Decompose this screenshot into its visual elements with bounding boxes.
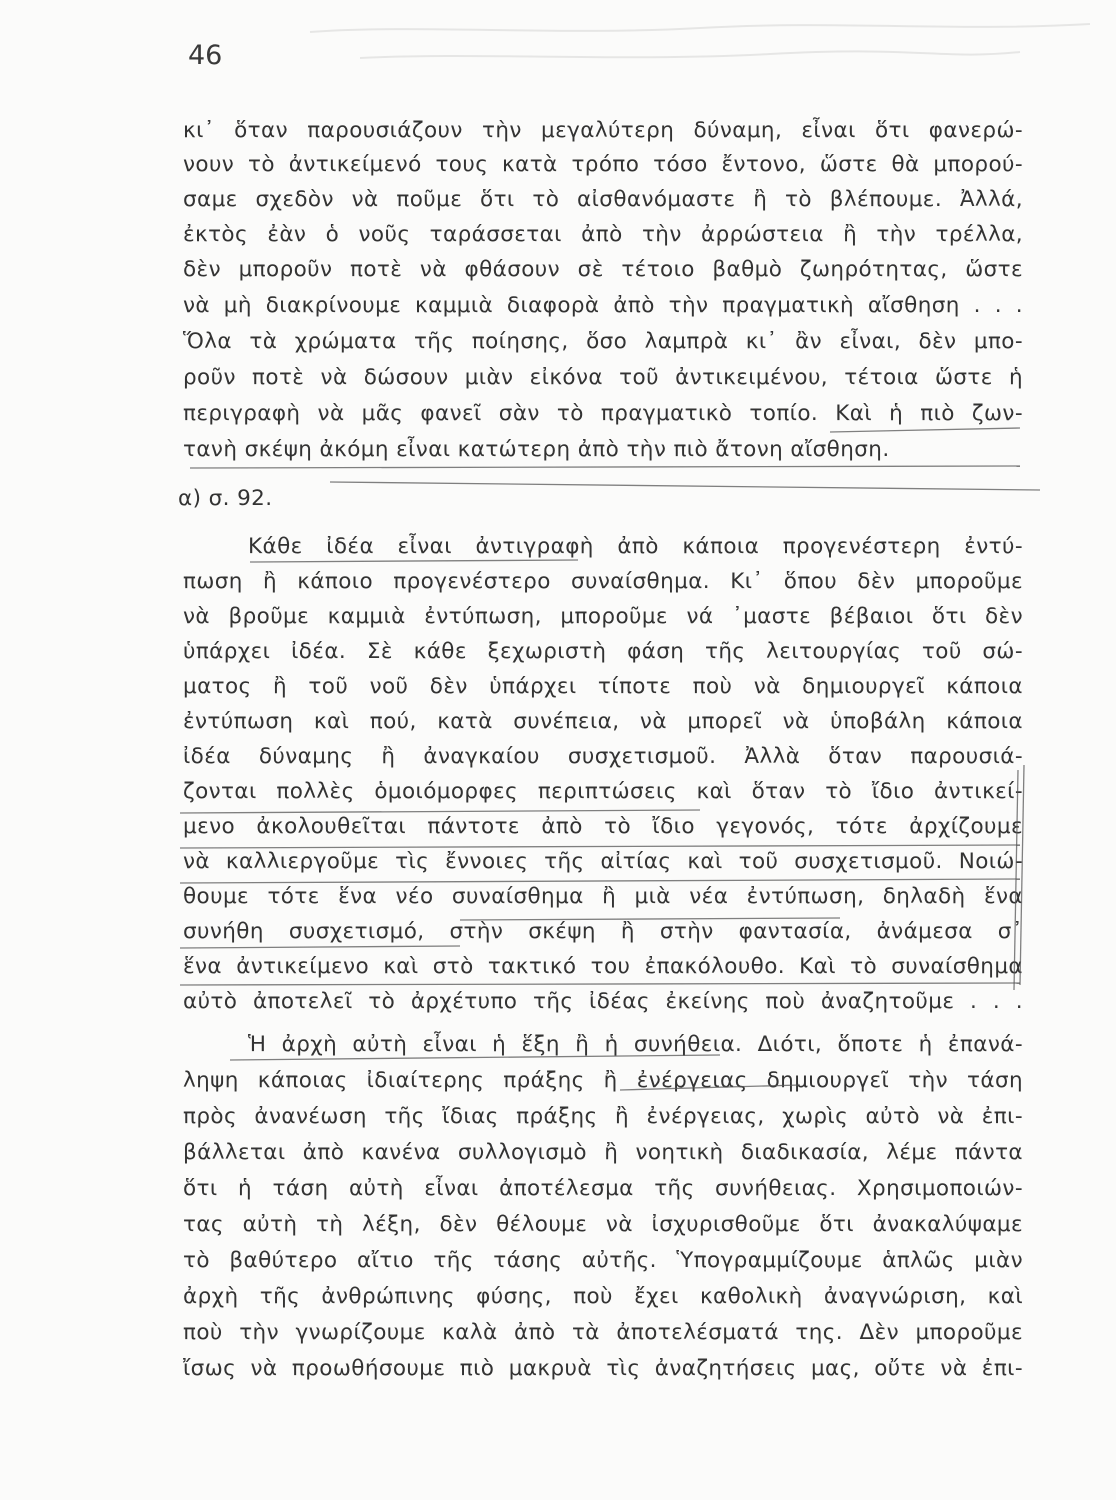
- text-line: ροῦν ποτὲ νὰ δώσουν μιὰν εἰκόνα τοῦ ἀντικειμένου, τέτοια ὥστε ἡ: [183, 365, 1023, 390]
- text-line: νὰ βροῦμε καμμιὰ ἐντύπωση, μποροῦμε νά ᾽μαστε βέβαιοι ὅτι δὲν: [183, 604, 1023, 629]
- underline-mark: [180, 879, 1020, 883]
- underline-mark: [330, 482, 1040, 490]
- text-line: θουμε τότε ἕνα νέο συναίσθημα ἢ μιὰ νέα ἐντύπωση, δηλαδὴ ἕνα: [183, 884, 1023, 909]
- text-line: νουν τὸ ἀντικείμενό τους κατὰ τρόπο τόσο ἔντονο, ὥστε θὰ μπορού-: [183, 152, 1023, 177]
- text-line: δὲν μποροῦν ποτὲ νὰ φθάσουν σὲ τέτοιο βαθμὸ ζωηρότητας, ὥστε: [183, 257, 1023, 282]
- text-line: πρὸς ἀνανέωση τῆς ἴδιας πράξης ἢ ἐνέργειας, χωρὶς αὐτὸ νὰ ἐπι-: [183, 1104, 1023, 1129]
- text-line: ὑπάρχει ἰδέα. Σὲ κάθε ξεχωριστὴ φάση τῆς λειτουργίας τοῦ σώ-: [183, 639, 1023, 664]
- underline-mark: [180, 946, 460, 948]
- text-line: ἐκτὸς ἐὰν ὁ νοῦς ταράσσεται ἀπὸ τὴν ἀρρώστεια ἢ τὴν τρέλλα,: [183, 222, 1023, 247]
- text-line: πωση ἢ κάποιο προγενέστερο συναίσθημα. Κι᾽ ὅπου δὲν μποροῦμε: [183, 569, 1023, 594]
- text-line: τας αὐτὴ τὴ λέξη, δὲν θέλουμε νὰ ἰσχυρισθοῦμε ὅτι ἀνακαλύψαμε: [183, 1212, 1023, 1237]
- underline-mark: [180, 845, 1020, 848]
- text-line: συνήθη συσχετισμό, στὴν σκέψη ἢ στὴν φαντασία, ἀνάμεσα σ᾽: [183, 919, 1023, 944]
- underline-mark: [180, 983, 1020, 985]
- text-line: ἐντύπωση καὶ πού, κατὰ συνέπεια, νὰ μπορεῖ νὰ ὑποβάλη κάποια: [183, 709, 1023, 734]
- text-line: αὐτὸ ἀποτελεῖ τὸ ἀρχέτυπο τῆς ἰδέας ἐκείνης ποὺ ἀναζητοῦμε . . .: [183, 989, 1023, 1014]
- page-number: 46: [188, 40, 223, 71]
- underline-mark: [250, 560, 578, 562]
- underline-mark: [190, 466, 1020, 468]
- text-line: ἀρχὴ τῆς ἀνθρώπινης φύσης, ποὺ ἔχει καθολικὴ ἀναγνώριση, καὶ: [183, 1284, 1023, 1309]
- text-line: Κάθε ἰδέα εἶναι ἀντιγραφὴ ἀπὸ κάποια προγενέστερη ἐντύ-: [248, 534, 1023, 559]
- text-line: τανὴ σκέψη ἀκόμη εἶναι κατώτερη ἀπὸ τὴν πιὸ ἄτονη αἴσθηση.: [183, 437, 890, 462]
- text-line: ματος ἢ τοῦ νοῦ δὲν ὑπάρχει τίποτε ποὺ νὰ δημιουργεῖ κάποια: [183, 674, 1023, 699]
- text-line: σαμε σχεδὸν νὰ ποῦμε ὅτι τὸ αἰσθανόμαστε ἢ τὸ βλέπουμε. Ἀλλά,: [183, 187, 1023, 212]
- text-line: Ὅλα τὰ χρώματα τῆς ποίησης, ὅσο λαμπρὰ κι᾽ ἂν εἶναι, δὲν μπο-: [183, 329, 1023, 354]
- text-line: ὅτι ἡ τάση αὐτὴ εἶναι ἀποτέλεσμα τῆς συνήθειας. Χρησιμοποιών-: [183, 1176, 1023, 1201]
- text-line: βάλλεται ἀπὸ κανένα συλλογισμὸ ἢ νοητικὴ διαδικασία, λέμε πάντα: [183, 1140, 1023, 1165]
- text-line: ἕνα ἀντικείμενο καὶ στὸ τακτικό του ἐπακόλουθο. Καὶ τὸ συναίσθημα: [183, 954, 1023, 979]
- text-line: ληψη κάποιας ἰδιαίτερης πράξης ἢ ἐνέργειας δημιουργεῖ τὴν τάση: [183, 1068, 1023, 1093]
- text-line: περιγραφὴ νὰ μᾶς φανεῖ σὰν τὸ πραγματικὸ τοπίο. Καὶ ἡ πιὸ ζων-: [183, 401, 1023, 426]
- text-line: μενο ἀκολουθεῖται πάντοτε ἀπὸ τὸ ἴδιο γεγονός, τότε ἀρχίζουμε: [183, 814, 1023, 839]
- text-line: ζονται πολλὲς ὁμοιόμορφες περιπτώσεις καὶ ὅταν τὸ ἴδιο ἀντικεί-: [183, 779, 1023, 804]
- text-line: τὸ βαθύτερο αἴτιο τῆς τάσης αὐτῆς. Ὑπογραμμίζουμε ἁπλῶς μιὰν: [183, 1248, 1023, 1273]
- text-line: Ἡ ἀρχὴ αὐτὴ εἶναι ἡ ἕξη ἢ ἡ συνήθεια. Διότι, ὅποτε ἡ ἐπανά-: [248, 1032, 1023, 1057]
- underline-mark: [830, 428, 1020, 432]
- text-line: ἰδέα δύναμης ἢ ἀναγκαίου συσχετισμοῦ. Ἀλλὰ ὅταν παρουσιά-: [183, 744, 1023, 769]
- text-line: νὰ μὴ διακρίνουμε καμμιὰ διαφορὰ ἀπὸ τὴν πραγματικὴ αἴσθηση . . .: [183, 293, 1023, 318]
- text-line: ποὺ τὴν γνωρίζουμε καλὰ ἀπὸ τὰ ἀποτελέσματά της. Δὲν μποροῦμε: [183, 1320, 1023, 1345]
- text-line: κι᾽ ὅταν παρουσιάζουν τὴν μεγαλύτερη δύναμη, εἶναι ὅτι φανερώ-: [183, 118, 1023, 143]
- text-line: νὰ καλλιεργοῦμε τὶς ἔννοιες τῆς αἰτίας καὶ τοῦ συσχετισμοῦ. Νοιώ-: [183, 849, 1023, 874]
- show-through-text: [300, 2, 1100, 72]
- underline-mark: [180, 810, 700, 813]
- text-line: ἴσως νὰ προωθήσουμε πιὸ μακρυὰ τὶς ἀναζητήσεις μας, οὔτε νὰ ἐπι-: [183, 1356, 1023, 1381]
- footnote-reference: α) σ. 92.: [178, 486, 273, 511]
